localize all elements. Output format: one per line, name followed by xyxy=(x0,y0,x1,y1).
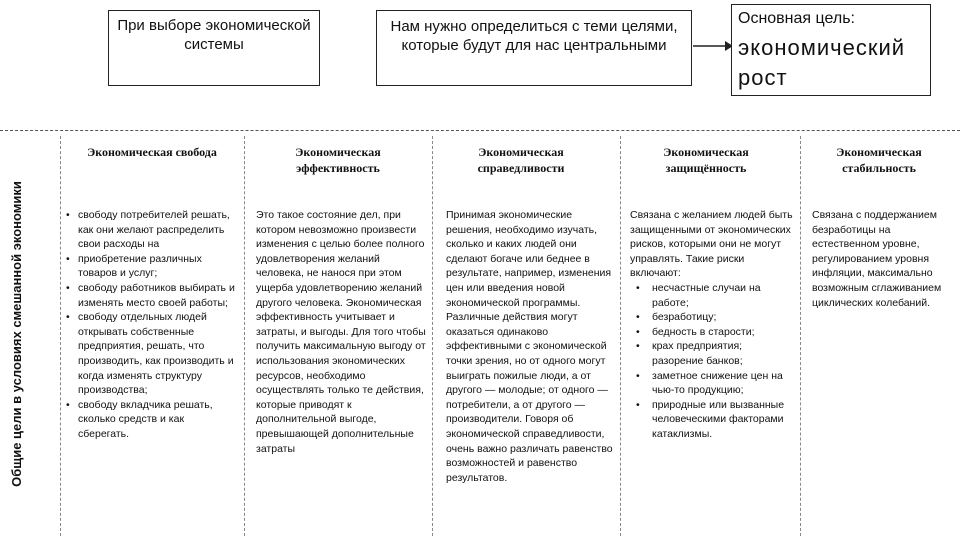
list-item: • несчастные случаи на работе; xyxy=(630,281,794,310)
choice-system-text: При выборе экономической системы xyxy=(117,17,311,53)
column-title-justice: Экономическая справедливости xyxy=(477,145,565,175)
list-item: • приобретение различных товаров и услуг; xyxy=(66,252,238,281)
justice-text: Принимая экономические решения, необходимо изучать, сколько и каких людей они сделают богаче или беднее в результате, например, изменения цен или введения новой экономической программы. Различные действия могут оказаться одинаково эффективными с экономической точки зрения, но от одного могут выиграть пожилые люди, а от другого — молодые; от одного — потребители, а от другого — производители. Говоря об экономической справедливости, очень важно различать равенство возможностей и равенство результатов. xyxy=(446,209,613,484)
main-goal-value: экономический рост xyxy=(738,35,906,90)
column-title-security: Экономическая защищённость xyxy=(663,145,749,175)
arrow-right-icon xyxy=(693,40,733,52)
column-title-efficiency: Экономическая эффективность xyxy=(295,145,381,175)
list-item: • свободу работников выбирать и изменять место своей работы; xyxy=(66,281,238,310)
column-separator xyxy=(432,136,433,536)
column-body-justice xyxy=(446,208,616,485)
define-goals-box xyxy=(376,10,692,86)
column-separator xyxy=(800,136,801,536)
column-title-freedom: Экономическая свобода xyxy=(87,145,217,159)
freedom-list xyxy=(66,208,238,442)
list-item: • крах предприятия; разорение банков; xyxy=(630,339,794,368)
column-separator xyxy=(244,136,245,536)
column-title-stability: Экономическая стабильность xyxy=(836,145,922,175)
security-text: Связана с желанием людей быть защищенными от экономических рисков, которыми они не могут управлять. Такие риски включают: xyxy=(630,209,793,280)
column-body-stability xyxy=(812,208,952,310)
main-goal-box xyxy=(731,4,931,96)
list-item: • бедность в старости; xyxy=(630,325,794,340)
column-body-efficiency xyxy=(256,208,426,456)
define-goals-text: Нам нужно определиться с теми целями, которые будут для нас центральными xyxy=(390,18,678,54)
column-body-freedom xyxy=(66,208,238,442)
column-separator xyxy=(620,136,621,536)
list-item: • природные или вызванные человеческими факторами катаклизмы. xyxy=(630,398,794,442)
list-item: • заметное снижение цен на чью-то продукцию; xyxy=(630,369,794,398)
stability-text: Связана с поддержанием безработицы на естественном уровне, регулированием уровня инфляции, максимально возможным сглаживанием циклических колебаний. xyxy=(812,209,942,309)
list-item: • свободу вкладчика решать, сколько средств и как сберегать. xyxy=(66,398,238,442)
divider-line xyxy=(0,130,960,131)
security-risk-list xyxy=(630,281,794,442)
list-item: • свободу отдельных людей открывать собственные предприятия, решать, что производить, как производить и когда изменять структуру производства; xyxy=(66,310,238,398)
side-label: Общие цели в условиях смешанной экономики xyxy=(9,181,24,487)
choice-system-box xyxy=(108,10,320,86)
column-body-security xyxy=(630,208,794,442)
list-item: • свободу потребителей решать, как они желают распределить свои расходы на xyxy=(66,208,238,252)
main-goal-label: Основная цель: xyxy=(738,10,855,27)
efficiency-text: Это такое состояние дел, при котором невозможно произвести изменения с целью более полного удовлетворения желаний человека, не нанося при этом ущерба удовлетворению желаний другого человека. Экономическая эффективность учитывает и затраты, и выгоды. Для того чтобы получить максимальную выгоду от использования экономических ресурсов, необходимо осуществлять только те действия, которые приводят к дополнительной выгоде, превышающей дополнительные затраты xyxy=(256,209,426,455)
column-separator xyxy=(60,136,61,536)
list-item: • безработицу; xyxy=(630,310,794,325)
